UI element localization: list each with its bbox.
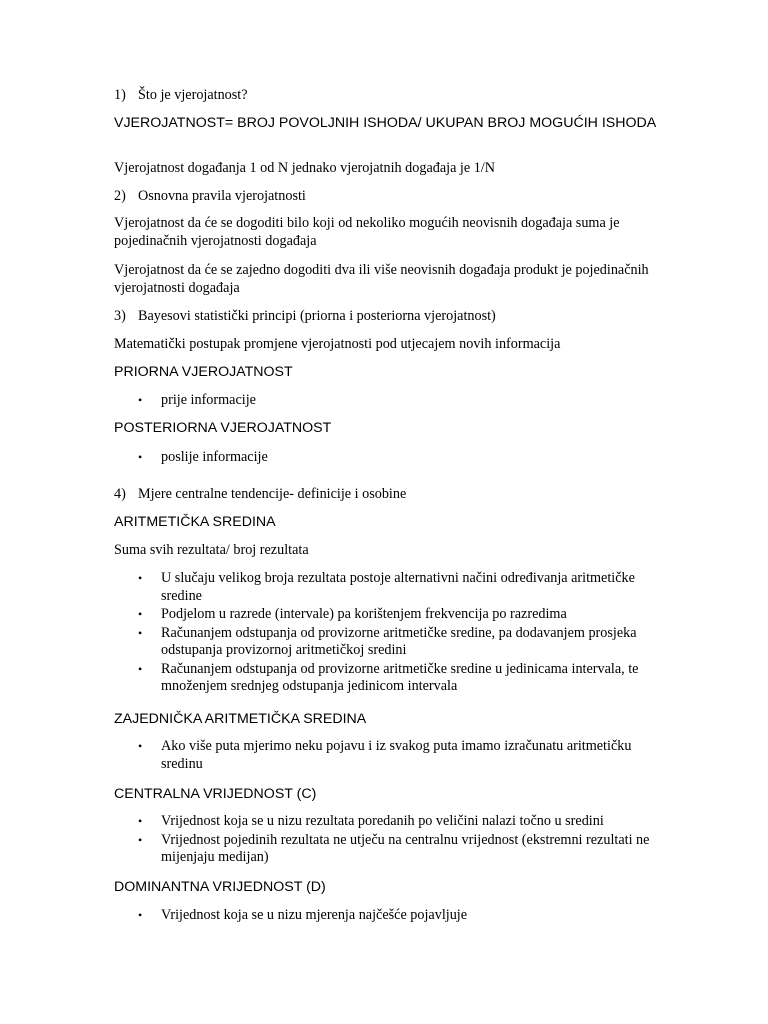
bullet-icon: •: [138, 607, 143, 621]
list-item: • Računanjem odstupanja od provizorne aritmetičke sredine, pa dodavanjem prosjeka odstupanja provizornoj aritmetičkoj sredini: [138, 624, 637, 658]
question-number: 2): [114, 188, 126, 204]
heading-joint-mean: ZAJEDNIČKA ARITMETIČKA SREDINA: [114, 711, 367, 727]
paragraph-n-events: Vjerojatnost događanja 1 od N jednako vjerojatnih događaja je 1/N: [114, 160, 495, 176]
question-number: 1): [114, 87, 126, 103]
question-2-heading: [114, 187, 674, 205]
bullet-icon: •: [138, 814, 143, 828]
question-1-heading: [114, 86, 674, 104]
heading-arithmetic-mean: ARITMETIČKA SREDINA: [114, 514, 276, 530]
question-title: Mjere centralne tendencije- definicije i osobine: [138, 486, 407, 502]
list-item: • Podjelom u razrede (intervale) pa korištenjem frekvencija po razredima: [138, 606, 567, 622]
question-number: 4): [114, 486, 126, 502]
mean-list: [114, 570, 674, 697]
heading-prior: PRIORNA VJEROJATNOST: [114, 364, 293, 380]
list-item: • prije informacije: [138, 392, 256, 408]
posterior-list: [114, 449, 674, 468]
list-item: • Vrijednost koja se u nizu rezultata poredanih po veličini nalazi točno u sredini: [138, 813, 604, 829]
prior-list: [114, 392, 674, 411]
question-3-heading: [114, 307, 674, 325]
paragraph-bayes: Matematički postupak promjene vjerojatnosti pod utjecajem novih informacija: [114, 336, 561, 352]
heading-posterior: POSTERIORNA VJEROJATNOST: [114, 420, 332, 436]
joint-mean-list: [114, 738, 674, 774]
list-item: • poslije informacije: [138, 449, 268, 465]
question-number: 3): [114, 308, 126, 324]
median-list: [114, 813, 674, 868]
list-item: • Vrijednost pojedinih rezultata ne utječu na centralnu vrijednost (ekstremni rezultati ne mijenjaju medijan): [138, 831, 650, 865]
list-item: • Vrijednost koja se u nizu mjerenja najčešće pojavljuje: [138, 907, 468, 923]
list-item: • Ako više puta mjerimo neku pojavu i iz svakog puta imamo izračunatu aritmetičku sredinu: [138, 738, 632, 772]
bullet-icon: •: [138, 571, 143, 585]
paragraph-sum-rule: Vjerojatnost da će se dogoditi bilo koji od nekoliko mogućih neovisnih događaja suma je pojedinačnih vjerojatnosti događaja: [114, 215, 620, 249]
bullet-icon: •: [138, 661, 143, 676]
question-4-heading: [114, 485, 674, 503]
list-item: • Računanjem odstupanja od provizorne aritmetičke sredine u jedinicama intervala, te množenjem srednjeg odstupanja jedinicom intervala: [138, 660, 639, 694]
question-title: Osnovna pravila vjerojatnosti: [138, 188, 306, 204]
paragraph-mean-definition: Suma svih rezultata/ broj rezultata: [114, 542, 309, 558]
bullet-icon: •: [138, 832, 143, 847]
probability-formula: VJEROJATNOST= BROJ POVOLJNIH ISHODA/ UKUPAN BROJ MOGUĆIH ISHODA: [114, 115, 657, 131]
bullet-icon: •: [138, 625, 143, 640]
heading-mode: DOMINANTNA VRIJEDNOST (D): [114, 879, 326, 895]
paragraph-product-rule: Vjerojatnost da će se zajedno dogoditi dva ili više neovisnih događaja produkt je pojedinačnih vjerojatnosti događaja: [114, 262, 649, 296]
question-title: Bayesovi statistički principi (priorna i posteriorna vjerojatnost): [138, 308, 496, 324]
heading-median: CENTRALNA VRIJEDNOST (C): [114, 786, 317, 802]
question-title: Što je vjerojatnost?: [138, 87, 248, 103]
bullet-icon: •: [138, 450, 143, 464]
bullet-icon: •: [138, 393, 143, 407]
bullet-icon: •: [138, 739, 143, 753]
mode-list: [114, 907, 674, 926]
list-item: • U slučaju velikog broja rezultata postoje alternativni načini određivanja aritmetičke sredine: [138, 570, 635, 604]
bullet-icon: •: [138, 908, 143, 922]
